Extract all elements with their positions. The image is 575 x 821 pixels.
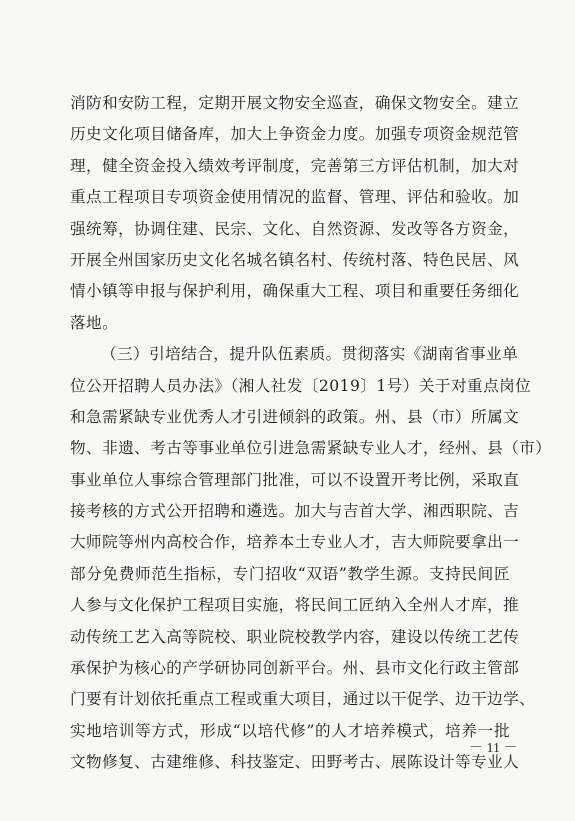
text-line: 动传统工艺入高等院校、职业院校教学内容，建设以传统工艺传 [70,627,520,646]
text-line: （三）引培结合，提升队伍素质。贯彻落实《湖南省事业单 [101,345,519,364]
text-line: 人参与文化保护工程项目实施，将民间工匠纳入全州人才库，推 [70,596,520,615]
text-line: 接考核的方式公开招聘和遴选。加大与吉首大学、湘西职院、吉 [70,502,520,521]
text-line: 和急需紧缺专业优秀人才引进倾斜的政策。州、县（市）所属文 [70,407,520,426]
text-line: 情小镇等申报与保护利用，确保重大工程、项目和重要任务细化 [70,282,520,301]
body-text [70,88,552,779]
text-line: 落地。 [70,313,119,332]
text-line: 历史文化项目储备库，加大上争资金力度。加强专项资金规范管 [70,125,520,144]
page-number: － 11 － [469,741,518,756]
text-line: 门要有计划依托重点工程或重大项目，通过以干促学、边干边学、 [70,690,536,709]
paragraph-1 [70,88,520,339]
text-line: 位公开招聘人员办法》（湘人社发〔2019〕1号）关于对重点岗位 [70,376,532,395]
text-line: 实地培训等方式，形成“以培代修”的人才培养模式，培养一批 [70,721,510,740]
text-line: 事业单位人事综合管理部门批准，可以不设置开考比例，采取直 [70,470,520,489]
text-line: 文物修复、古建维修、科技鉴定、田野考古、展陈设计等专业人 [70,753,520,772]
text-line: 强统筹，协调住建、民宗、文化、自然资源、发改等各方资金， [70,219,520,238]
text-line: 物、非遗、考古等事业单位引进急需紧缺专业人才，经州、县（市） [70,439,552,458]
text-line: 重点工程项目专项资金使用情况的监督、管理、评估和验收。加 [70,188,520,207]
text-line: 承保护为核心的产学研协同创新平台。州、县市文化行政主管部 [70,659,520,678]
text-line: 大师院等州内高校合作，培养本土专业人才，吉大师院要拿出一 [70,533,520,552]
text-line: 开展全州国家历史文化名城名镇名村、传统村落、特色民居、风 [70,250,520,269]
text-line: 理，健全资金投入绩效考评制度，完善第三方评估机制，加大对 [70,156,520,175]
paragraph-2 [70,339,552,778]
text-line: 消防和安防工程，定期开展文物安全巡查，确保文物安全。建立 [70,94,520,112]
text-line: 部分免费师范生指标，专门招收“双语”教学生源。支持民间匠 [70,564,510,583]
